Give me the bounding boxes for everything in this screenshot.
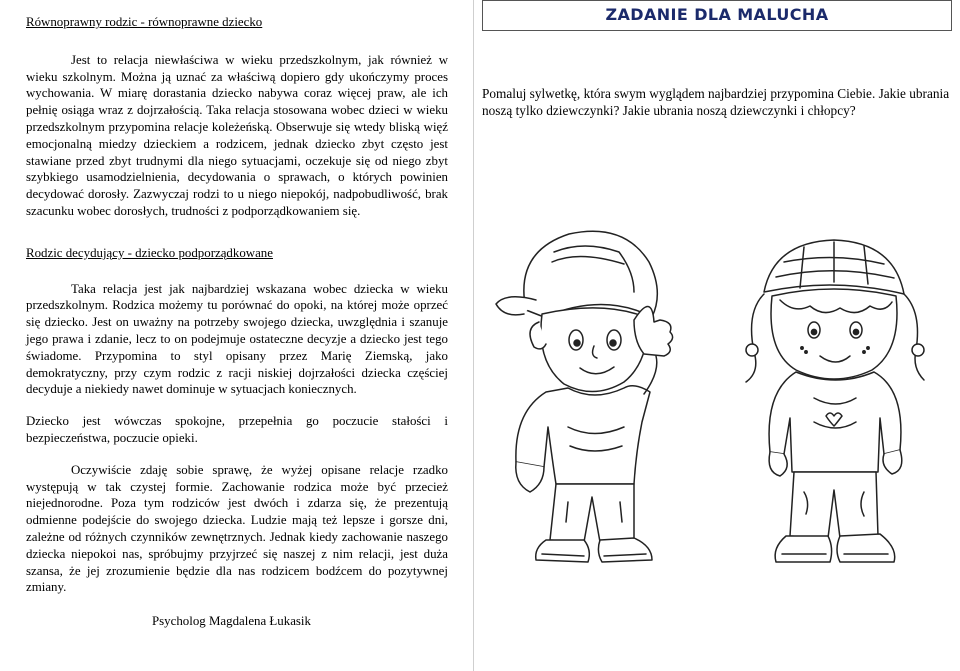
girl-coloring-figure-icon [746, 240, 924, 562]
section2-paragraph3: Oczywiście zdaję sobie sprawę, że wyżej opisane relacje rzadko występują w tak czystej formie. Zachowanie rodzica może być przecież niejednorodne. Poza tym rodziców jest dwóch i zdarza się, że prezentują odmienne podejście do swojego dziecka. Ludzie mają też lepsze i gorsze dni, zależne od różnych czynników zewnętrznych. Jednak kiedy zachowanie naszego dziecka niepokoi nas, spróbujmy przyjrzeć się naszej z nim relacji, jest duża szansa, że jej zrozumienie będzie dla nas rodzicem bodźcem do pozytywnej zmiany. [26, 462, 448, 595]
section1-paragraph: Jest to relacja niewłaściwa w wieku przedszkolnym, jak również w wieku szkolnym. Można ją uznać za właściwą dopiero gdy ukończymy proces wychowania. W miarę dorastania dziecko nabywa coraz więcej praw, ale ich pełnię osiąga wraz z dojrzałością. Taka relacja stosowana wobec dzieci w wieku przedszkolnym przypomina relacje koleżeńską. Obserwuje się wtedy bliską więź emocjonalną miedzy dzieckiem a rodzicem, jednak dziecko zbyt często jest stawiane przed zbyt trudnymi dla niego sytuacjami, oczekuje się od niego zbyt szybkiego usamodzielnienia, decydowania o sprawach, o których powinien decydować dorosły. Zazwyczaj rodzi to u niego niepokój, nadpobudliwość, brak szacunku wobec dorosłych, trudności z podporządkowaniem się. [26, 52, 448, 218]
section2-heading: Rodzic decydujący - dziecko podporządkowane [26, 245, 273, 260]
section2-paragraph2: Dziecko jest wówczas spokojne, przepełnia go poczucie stałości i bezpieczeństwa, poczucie opieki. [26, 414, 448, 445]
signature: Psycholog Magdalena Łukasik [152, 614, 311, 629]
section2-paragraph1: Taka relacja jest jak najbardziej wskazana wobec dziecka w wieku przedszkolnym. Rodzica możemy tu porównać do opoki, na której może oprzeć się dziecko. Jest on uważny na potrzeby swojego dziecka, uwzględnia i szanuje jego prawa i zdanie, lecz to on podejmuje ostateczne decyzje a dziecko jest tego świadome. Przypomina to styl opisany przez Marię Ziemską, jako demokratyczny, przy czym rodzic z racji niskiej dojrzałości dziecka częściej decyduje a niekiedy nawet dominuje w sytuacjach koniecznych. [26, 281, 448, 397]
section1-heading: Równoprawny rodzic - równoprawne dziecko [26, 15, 263, 29]
left-column [26, 14, 448, 630]
task-instructions: Pomaluj sylwetkę, która swym wyglądem najbardziej przypomina Ciebie. Jakie ubrania noszą tylko dziewczynki? Jakie ubrania noszą dziewczynki i chłopcy? [482, 86, 950, 118]
column-divider [473, 0, 474, 671]
task-title: ZADANIE DLA MALUCHA [605, 5, 829, 24]
kids-illustration [484, 222, 952, 574]
boy-coloring-figure-icon [496, 231, 673, 562]
